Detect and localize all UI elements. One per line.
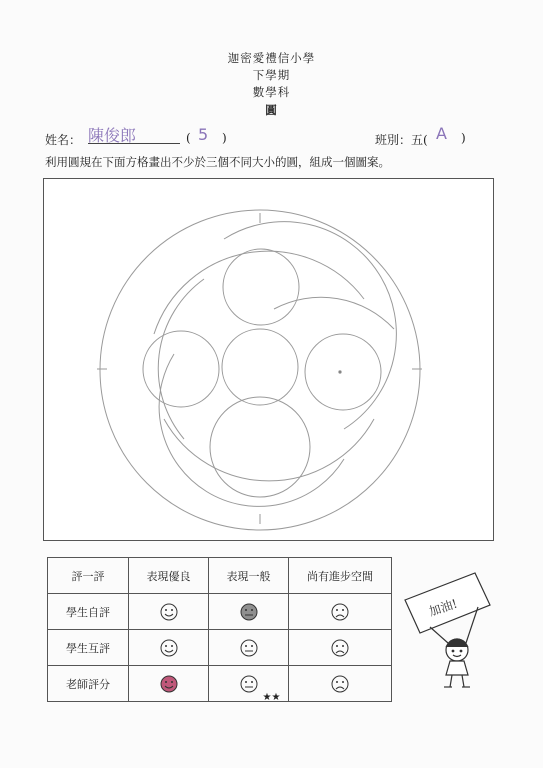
smile-face-icon — [129, 594, 209, 630]
cheering-girl-icon — [400, 565, 495, 690]
class-label: 班別：五( — [375, 133, 428, 147]
neutral-face-icon — [209, 630, 289, 666]
topic-title: 圓 — [265, 103, 278, 117]
smile-face-icon — [129, 630, 209, 666]
rating-stars: ★★ — [262, 692, 281, 703]
cheer-sign-text: 加油! — [427, 596, 460, 619]
arc-lower — [159, 354, 344, 506]
subject: 數學科 — [252, 85, 291, 99]
center-dot — [339, 371, 341, 373]
evaluation-table — [47, 557, 392, 702]
row-label: 學生自評 — [48, 594, 129, 630]
outer-circle — [100, 210, 420, 530]
name-label: 姓名： — [45, 133, 82, 147]
large-arc-left — [158, 279, 204, 439]
table-header: 尚有進步空間 — [289, 558, 392, 594]
table-header-row — [48, 558, 392, 594]
frown-face-icon — [289, 630, 392, 666]
drawing-area — [43, 178, 494, 541]
neutral-face-filled-icon — [209, 594, 289, 630]
bottom-circle — [210, 397, 310, 497]
table-row — [48, 630, 392, 666]
table-header: 表現一般 — [209, 558, 289, 594]
left-circle — [143, 331, 219, 407]
term: 下學期 — [252, 68, 291, 82]
number-close: ) — [222, 131, 227, 145]
large-arc-right — [274, 297, 394, 329]
right-circle — [305, 334, 381, 410]
student-name: 陳俊郎 — [88, 123, 180, 144]
top-circle — [223, 249, 299, 325]
large-arc-bottom — [164, 419, 374, 481]
class-value: A — [436, 124, 447, 143]
number-open: ( — [186, 131, 191, 145]
student-number: 5 — [198, 125, 209, 144]
table-row — [48, 594, 392, 630]
center-circle — [222, 329, 298, 405]
table-header: 表現優良 — [129, 558, 209, 594]
table-header: 評一評 — [48, 558, 129, 594]
compass-drawing — [44, 179, 493, 540]
instruction: 利用圓規在下面方格畫出不少於三個不同大小的圓，組成一個圖案。 — [45, 155, 390, 169]
large-arc-top — [154, 251, 364, 334]
row-label: 老師評分 — [48, 666, 129, 702]
school-name: 迦密愛禮信小學 — [227, 51, 316, 65]
row-label: 學生互評 — [48, 630, 129, 666]
frown-face-icon — [289, 594, 392, 630]
class-close: ) — [461, 131, 466, 145]
